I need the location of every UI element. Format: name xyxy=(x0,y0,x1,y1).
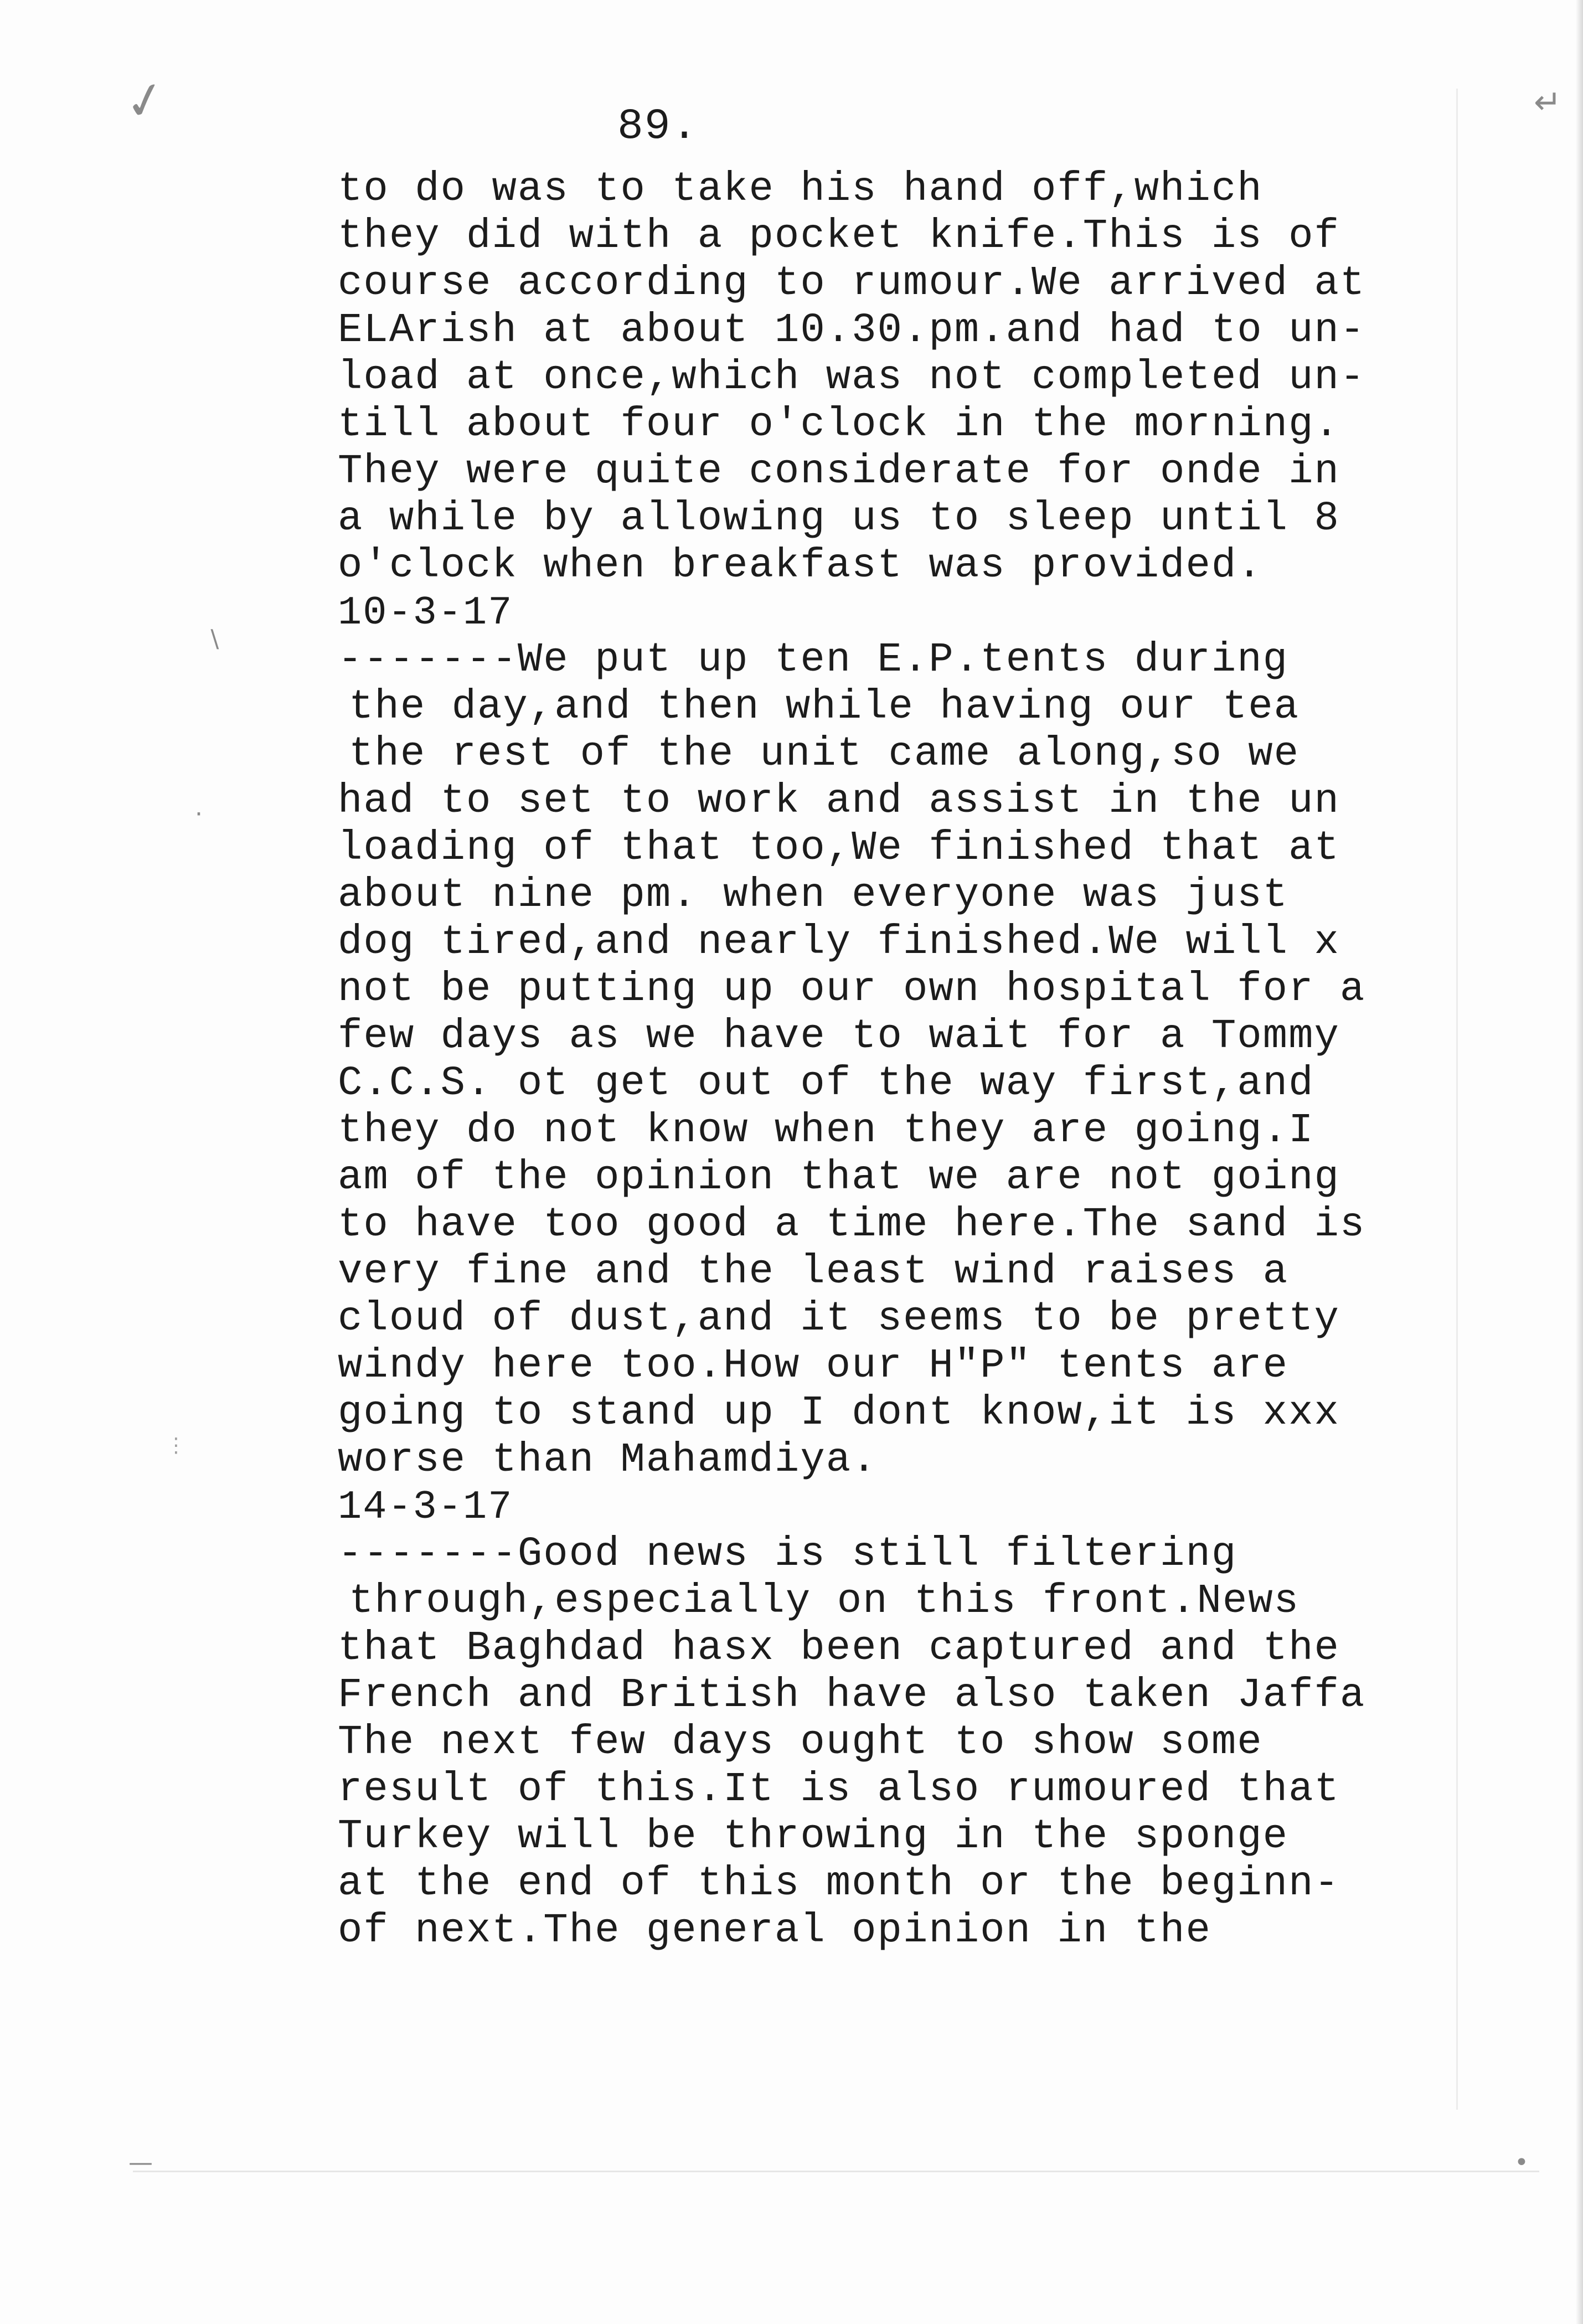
text-line: course according to rumour.We arrived at xyxy=(338,260,1366,307)
text-line: had to set to work and assist in the un xyxy=(338,778,1340,825)
text-line: through,especially on this front.News xyxy=(349,1578,1300,1625)
margin-stray-mark: ∖ xyxy=(206,626,222,654)
text-line: result of this.It is also rumoured that xyxy=(338,1766,1340,1813)
margin-stray-mark: • xyxy=(1514,2148,1529,2177)
text-line: at the end of this month or the beginn- xyxy=(338,1861,1340,1907)
page-bottom-edge xyxy=(133,2171,1539,2172)
page-edge-shadow xyxy=(1575,0,1583,2324)
text-line: the day,and then while having our tea xyxy=(349,684,1300,730)
page-number: 89. xyxy=(617,102,699,151)
text-line: -------Good news is still filtering xyxy=(338,1531,1237,1578)
typed-diary-text xyxy=(338,166,1462,1955)
text-line: C.C.S. ot get out of the way first,and xyxy=(338,1060,1314,1107)
text-line: Turkey will be throwing in the sponge xyxy=(338,1813,1289,1860)
text-line: -------We put up ten E.P.tents during xyxy=(338,637,1289,683)
text-line: they do not know when they are going.I xyxy=(338,1107,1314,1154)
text-line: dog tired,and nearly finished.We will x xyxy=(338,919,1340,966)
diary-date-heading: 10-3-17 xyxy=(338,590,513,636)
text-line: that Baghdad hasx been captured and the xyxy=(338,1625,1340,1672)
text-line: the rest of the unit came along,so we xyxy=(349,731,1300,777)
text-line: to do was to take his hand off,which xyxy=(338,166,1263,213)
text-line: ELArish at about 10.30.pm.and had to un- xyxy=(338,307,1366,354)
text-line: loading of that too,We finished that at xyxy=(338,825,1340,872)
margin-stray-mark: — xyxy=(128,2148,153,2177)
text-line: not be putting up our own hospital for a xyxy=(338,966,1366,1013)
text-line: French and British have also taken Jaffa xyxy=(338,1672,1366,1719)
text-line: of next.The general opinion in the xyxy=(338,1908,1211,1954)
text-line: am of the opinion that we are not going xyxy=(338,1155,1340,1201)
text-line: The next few days ought to show some xyxy=(338,1719,1263,1766)
diary-date-heading: 14-3-17 xyxy=(338,1485,513,1530)
margin-check-mark: ✓ xyxy=(118,68,172,134)
text-line: worse than Mahamdiya. xyxy=(338,1437,878,1483)
text-line: a while by allowing us to sleep until 8 xyxy=(338,496,1340,542)
text-line: about nine pm. when everyone was just xyxy=(338,872,1289,919)
text-line: windy here too.How our H"P" tents are xyxy=(338,1343,1289,1389)
text-line: till about four o'clock in the morning. xyxy=(338,401,1340,448)
margin-ink-speckle: ⋮ xyxy=(166,1434,186,1457)
margin-stray-mark: · xyxy=(195,800,203,828)
text-line: They were quite considerate for onde in xyxy=(338,449,1340,495)
text-line: they did with a pocket knife.This is of xyxy=(338,213,1340,260)
text-line: few days as we have to wait for a Tommy xyxy=(338,1013,1340,1060)
text-line: to have too good a time here.The sand is xyxy=(338,1202,1366,1248)
text-line: going to stand up I dont know,it is xxx xyxy=(338,1390,1340,1436)
text-line: cloud of dust,and it seems to be pretty xyxy=(338,1296,1340,1342)
margin-tick-mark: ↵ xyxy=(1534,83,1562,122)
text-line: very fine and the least wind raises a xyxy=(338,1249,1289,1295)
text-line: o'clock when breakfast was provided. xyxy=(338,543,1263,589)
text-line: load at once,which was not completed un- xyxy=(338,354,1366,401)
